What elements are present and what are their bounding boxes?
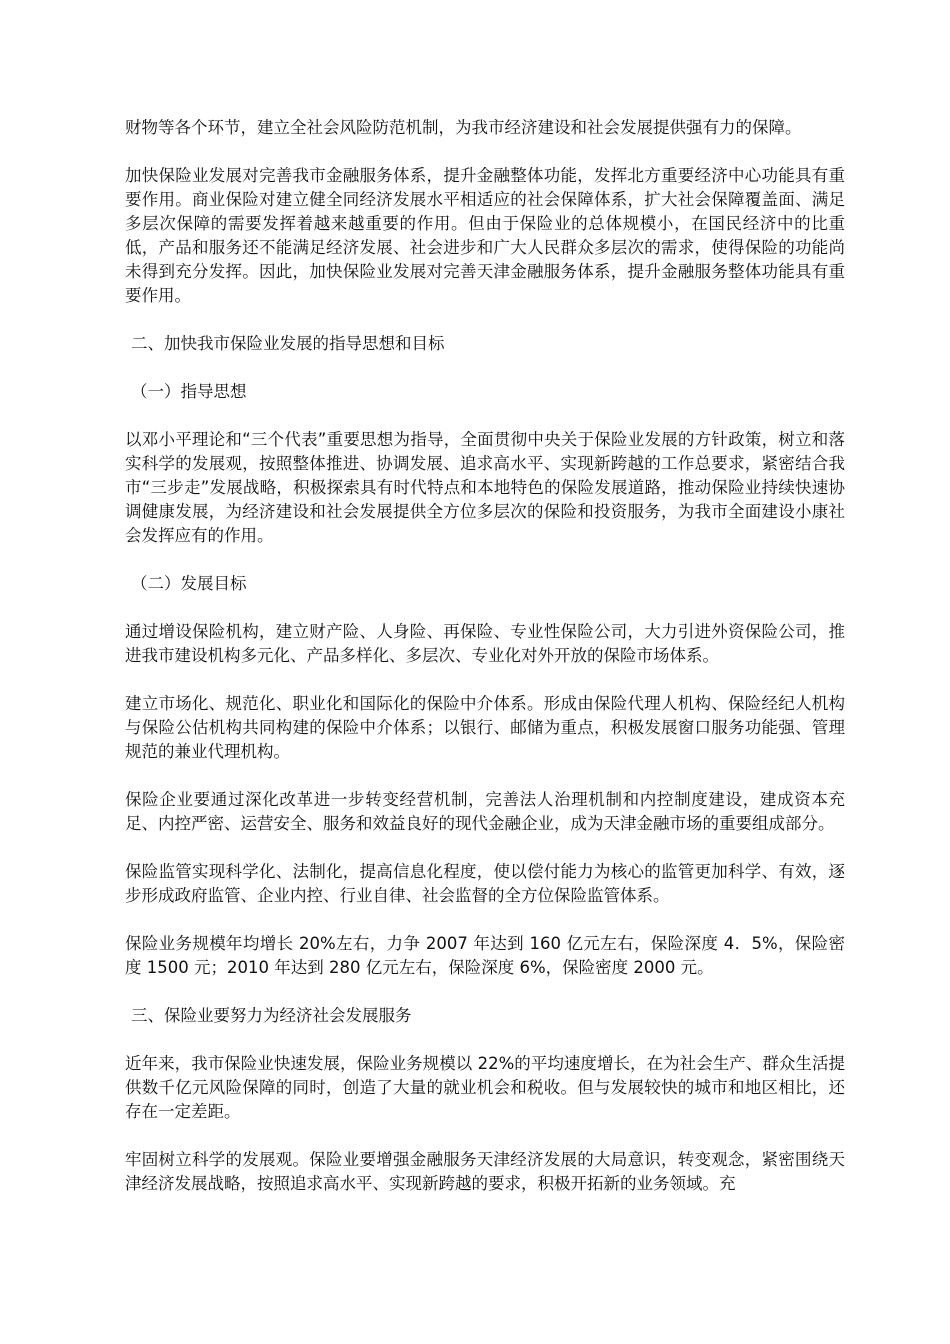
subsection-heading: （一）指导思想 (131, 382, 247, 401)
paragraph: 加快保险业发展对完善我市金融服务体系，提升金融整体功能，发挥北方重要经济中心功能具有重要作用。商业保险对建立健全同经济发展水平相适应的社会保障体系，扩大社会保障覆盖面、满足多层次保障的需要发挥着越来越重要的作用。但由于保险业的总体规模小，在国民经济中的比重低，产品和服务还不能满足经济发展、社会进步和广大人民群众多层次的需求，使得保险的功能尚未得到充分发挥。因此，加快保险业发展对完善天津金融服务体系，提升金融服务整体功能具有重要作用。 (125, 166, 845, 305)
document-body (125, 116, 845, 1220)
paragraph: 保险业务规模年均增长 20%左右，力争 2007 年达到 160 亿元左右，保险深度 4．5%，保险密度 1500 元；2010 年达到 280 亿元左右，保险深度 6%，保险密度 2000 元。 (125, 934, 845, 977)
paragraph: 保险企业要通过深化改革进一步转变经营机制，完善法人治理机制和内控制度建设，建成资本充足、内控严密、运营安全、服务和效益良好的现代金融企业，成为天津金融市场的重要组成部分。 (125, 790, 845, 833)
paragraph: 近年来，我市保险业快速发展，保险业务规模以 22%的平均速度增长，在为社会生产、群众生活提供数千亿元风险保障的同时，创造了大量的就业机会和税收。但与发展较快的城市和地区相比，还存在一定差距。 (125, 1054, 845, 1121)
paragraph: 通过增设保险机构，建立财产险、人身险、再保险、专业性保险公司，大力引进外资保险公司，推进我市建设机构多元化、产品多样化、多层次、专业化对外开放的保险市场体系。 (125, 622, 845, 665)
paragraph: 财物等各个环节，建立全社会风险防范机制，为我市经济建设和社会发展提供强有力的保障。 (125, 118, 802, 137)
paragraph: 建立市场化、规范化、职业化和国际化的保险中介体系。形成由保险代理人机构、保险经纪人机构与保险公估机构共同构建的保险中介体系；以银行、邮储为重点，积极发展窗口服务功能强、管理规范的兼业代理机构。 (125, 694, 845, 761)
paragraph: 以邓小平理论和“三个代表”重要思想为指导，全面贯彻中央关于保险业发展的方针政策，树立和落实科学的发展观，按照整体推进、协调发展、追求高水平、实现新跨越的工作总要求，紧密结合我市“三步走”发展战略，积极探索具有时代特点和本地特色的保险发展道路，推动保险业持续快速协调健康发展，为经济建设和社会发展提供全方位多层次的保险和投资服务，为我市全面建设小康社会发挥应有的作用。 (125, 430, 845, 545)
subsection-heading: （二）发展目标 (131, 574, 247, 593)
section-heading: 二、加快我市保险业发展的指导思想和目标 (131, 334, 445, 353)
section-heading: 三、保险业要努力为经济社会发展服务 (131, 1006, 412, 1025)
paragraph: 保险监管实现科学化、法制化，提高信息化程度，使以偿付能力为核心的监管更加科学、有效，逐步形成政府监管、企业内控、行业自律、社会监督的全方位保险监管体系。 (125, 862, 845, 905)
paragraph: 牢固树立科学的发展观。保险业要增强金融服务天津经济发展的大局意识，转变观念，紧密围绕天津经济发展战略，按照追求高水平、实现新跨越的要求，积极开拓新的业务领域。充 (125, 1150, 845, 1193)
